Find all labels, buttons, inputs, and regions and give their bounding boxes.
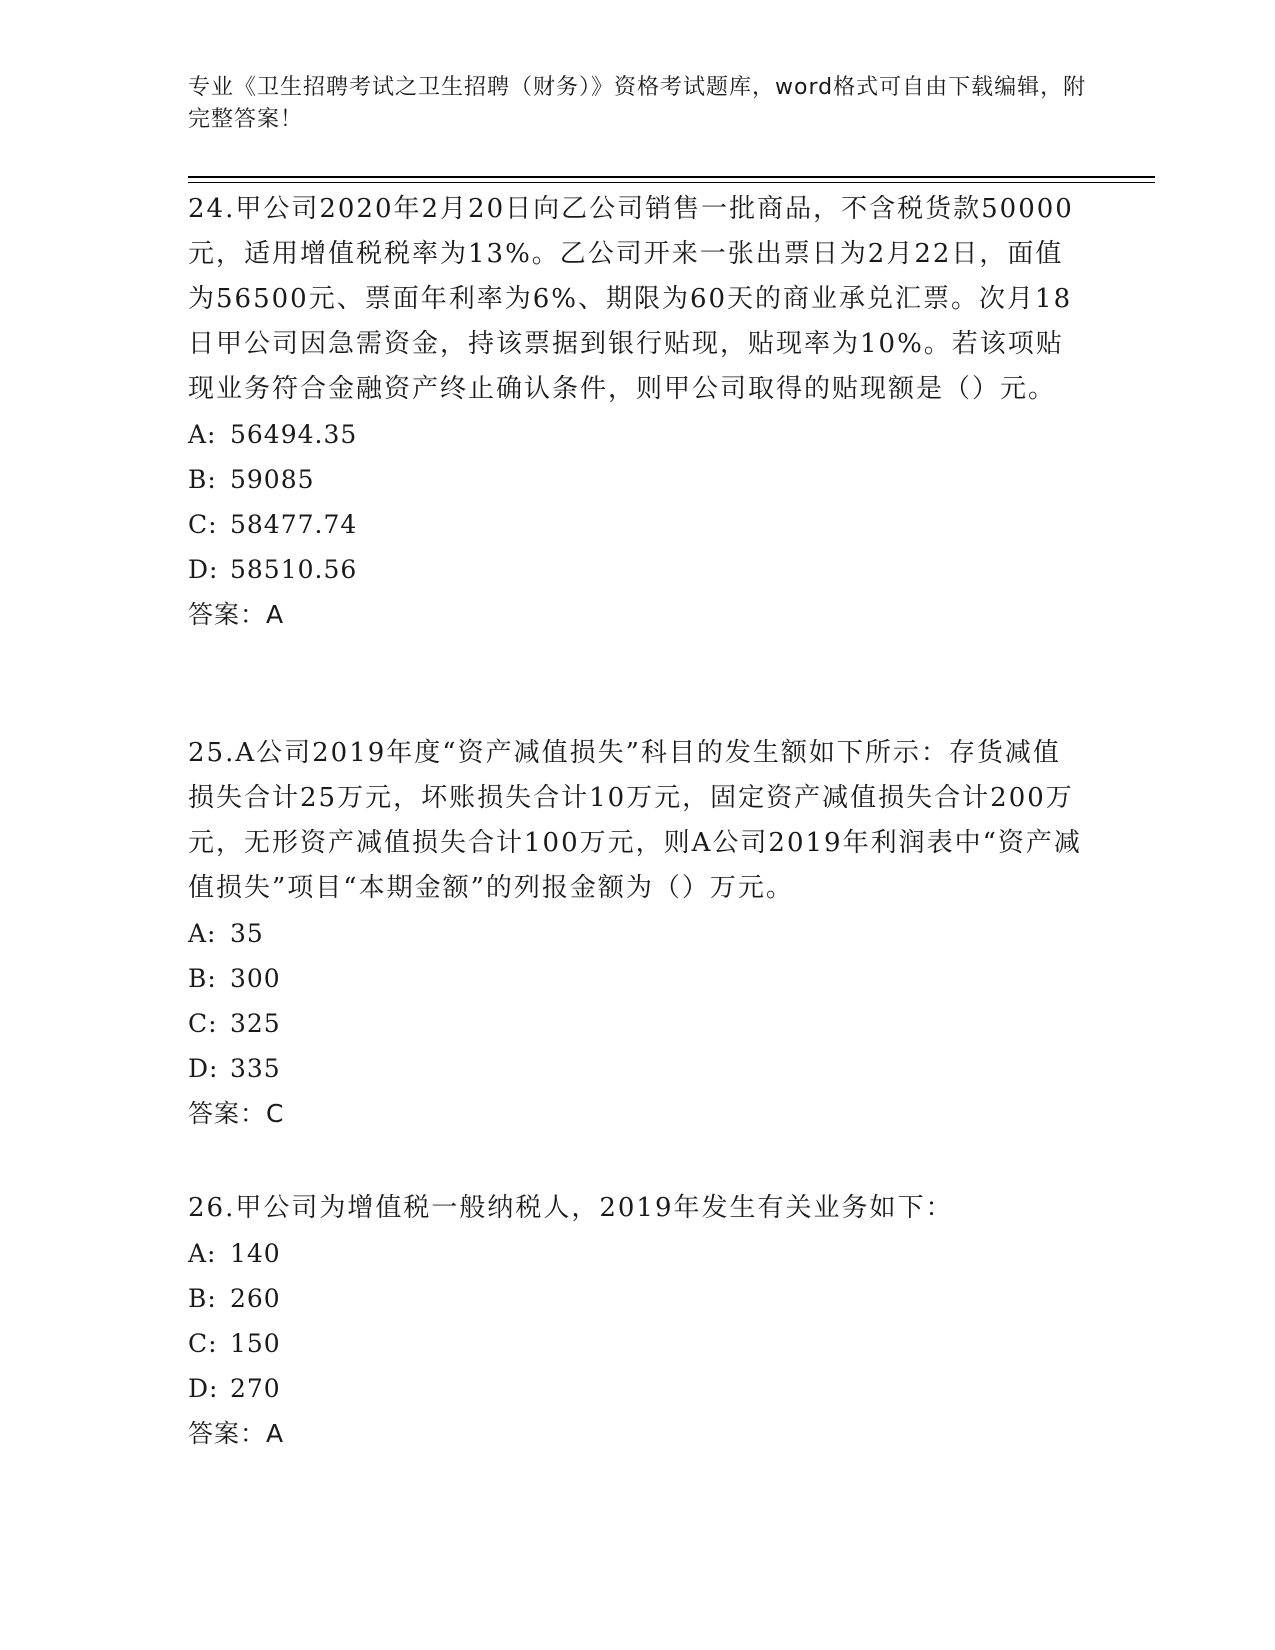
option-text: 260	[230, 1284, 281, 1313]
question-25	[188, 731, 1088, 1136]
option-letter: D:	[188, 555, 219, 584]
header-divider-thick	[188, 176, 1155, 178]
option-d	[188, 547, 1088, 592]
option-c	[188, 1321, 1088, 1366]
option-text: 59085	[230, 465, 315, 494]
option-letter: A:	[188, 420, 217, 449]
question-stem: 26.甲公司为增值税一般纳税人，2019年发生有关业务如下：	[188, 1193, 954, 1223]
option-c	[188, 1001, 1088, 1046]
option-a	[188, 911, 1088, 956]
option-letter: B:	[188, 1284, 217, 1313]
option-letter: B:	[188, 964, 217, 993]
option-d	[188, 1046, 1088, 1091]
option-letter: B:	[188, 465, 217, 494]
option-letter: D:	[188, 1054, 219, 1083]
question-stem: 24.甲公司2020年2月20日向乙公司销售一批商品，不含税货款50000元，适用增值税税率为13%。乙公司开来一张出票日为2月22日，面值为56500元、票面年利率为6%、期限为60天的商业承兑汇票。次月18日甲公司因急需资金，持该票据到银行贴现，贴现率为10%。若该项贴现业务符合金融资产终止确认条件，则甲公司取得的贴现额是（）元。	[188, 194, 1074, 404]
option-letter: C:	[188, 1009, 218, 1038]
option-text: 35	[230, 919, 264, 948]
option-a	[188, 1231, 1088, 1276]
option-text: 335	[230, 1054, 281, 1083]
option-a	[188, 412, 1088, 457]
option-letter: D:	[188, 1374, 219, 1403]
question-24	[188, 187, 1088, 637]
option-text: 325	[230, 1009, 281, 1038]
option-b	[188, 457, 1088, 502]
question-stem: 25.A公司2019年度“资产减值损失”科目的发生额如下所示：存货减值损失合计25万元，坏账损失合计10万元，固定资产减值损失合计200万元，无形资产减值损失合计100万元，则A公司2019年利润表中“资产减值损失”项目“本期金额”的列报金额为（）万元。	[188, 738, 1082, 903]
option-text: 140	[230, 1239, 281, 1268]
document-header: 专业《卫生招聘考试之卫生招聘（财务）》资格考试题库，word格式可自由下载编辑，附完整答案！	[188, 75, 1087, 132]
option-text: 270	[230, 1374, 281, 1403]
option-d	[188, 1366, 1088, 1411]
question-26	[188, 1186, 1088, 1456]
option-text: 58477.74	[230, 510, 358, 539]
answer-label: 答案：C	[188, 1099, 285, 1128]
answer-label: 答案：A	[188, 1419, 285, 1448]
option-text: 300	[230, 964, 281, 993]
option-letter: A:	[188, 919, 217, 948]
answer-label: 答案：A	[188, 600, 285, 629]
option-text: 58510.56	[230, 555, 358, 584]
option-b	[188, 956, 1088, 1001]
header-divider-thin	[188, 182, 1155, 183]
option-letter: C:	[188, 1329, 218, 1358]
option-letter: A:	[188, 1239, 217, 1268]
option-b	[188, 1276, 1088, 1321]
option-text: 56494.35	[230, 420, 358, 449]
option-c	[188, 502, 1088, 547]
option-letter: C:	[188, 510, 218, 539]
option-text: 150	[230, 1329, 281, 1358]
